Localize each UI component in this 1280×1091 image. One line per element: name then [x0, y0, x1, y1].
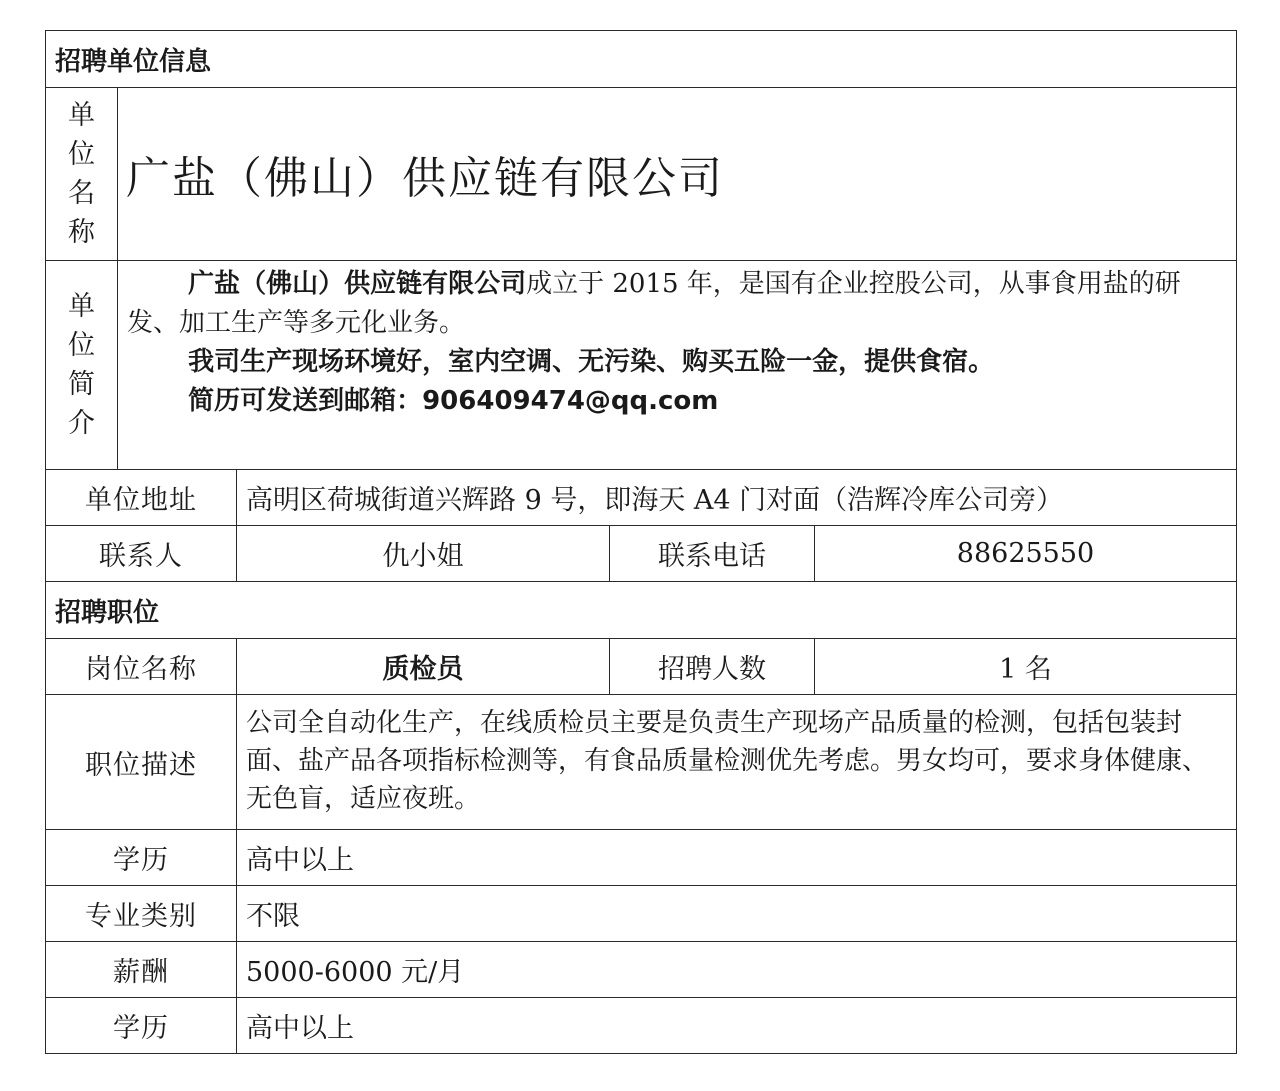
major-value: 不限 [237, 886, 1237, 942]
address-row [46, 470, 1237, 526]
major-row [46, 886, 1237, 942]
company-intro-row [46, 261, 1237, 470]
education-label: 学历 [46, 830, 237, 886]
salary-label: 薪酬 [46, 942, 237, 998]
job-desc-value: 公司全自动化生产，在线质检员主要是负责生产现场产品质量的检测，包括包装封面、盐产品各项指标检测等，有食品质量检测优先考虑。男女均可，要求身体健康、无色盲，适应夜班。 [237, 695, 1237, 830]
company-name: 广盐（佛山）供应链有限公司 [118, 88, 1237, 261]
job-name-value: 质检员 [237, 639, 610, 695]
phone-label: 联系电话 [610, 526, 815, 582]
contact-label: 联系人 [46, 526, 237, 582]
contact-value: 仇小姐 [237, 526, 610, 582]
intro-email: 简历可发送到邮箱：906409474@qq.com [188, 386, 719, 416]
education2-label: 学历 [46, 998, 237, 1054]
address-value: 高明区荷城街道兴辉路 9 号，即海天 A4 门对面（浩辉冷库公司旁） [237, 470, 1237, 526]
education2-row [46, 998, 1237, 1054]
address-label: 单位地址 [46, 470, 237, 526]
education-value: 高中以上 [237, 830, 1237, 886]
company-name-row [46, 88, 1237, 261]
job-desc-row [46, 695, 1237, 830]
recruitment-table [45, 30, 1237, 1054]
job-name-row [46, 639, 1237, 695]
position-section-title: 招聘职位 [46, 582, 1237, 639]
job-desc-label: 职位描述 [46, 695, 237, 830]
intro-text: 成立于 2015 年，是国有企业控股公司，从事食用盐的研发、加工生产等多元化业务。 [127, 269, 1181, 338]
salary-row [46, 942, 1237, 998]
headcount-label: 招聘人数 [610, 639, 815, 695]
intro-benefits: 我司生产现场环境好，室内空调、无污染、购买五险一金，提供食宿。 [188, 347, 995, 377]
major-label: 专业类别 [46, 886, 237, 942]
job-name-label: 岗位名称 [46, 639, 237, 695]
contact-row [46, 526, 1237, 582]
company-intro-label: 单 位 简 介 [46, 261, 118, 470]
company-section-title: 招聘单位信息 [46, 31, 1237, 88]
position-section-header [46, 582, 1237, 639]
company-intro [118, 261, 1237, 470]
education2-value: 高中以上 [237, 998, 1237, 1054]
salary-value: 5000-6000 元/月 [237, 942, 1237, 998]
company-section-header [46, 31, 1237, 88]
company-name-label: 单 位 名 称 [46, 88, 118, 261]
education-row [46, 830, 1237, 886]
intro-company-name: 广盐（佛山）供应链有限公司 [188, 269, 527, 299]
phone-value: 88625550 [815, 526, 1237, 582]
headcount-value: 1 名 [815, 639, 1237, 695]
recruitment-form [45, 30, 1236, 1054]
